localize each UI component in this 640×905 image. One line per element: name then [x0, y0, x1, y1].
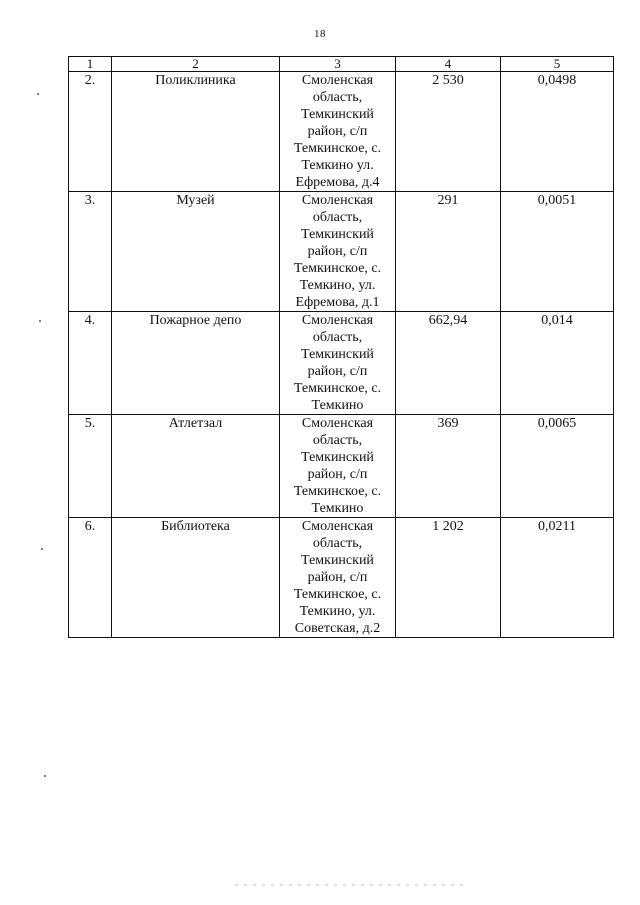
address-line: Темкинское, с. — [293, 587, 382, 602]
row-number: 5. — [69, 415, 112, 518]
column-header-5: 5 — [501, 57, 614, 72]
address-line: Темкинское, с. — [293, 484, 382, 499]
address-line: Смоленская — [301, 519, 374, 534]
table-row — [69, 312, 614, 415]
address-line: Советская, д.2 — [294, 621, 381, 636]
address-line: район, с/п — [307, 244, 368, 259]
facility-name: Поликлиника — [112, 72, 280, 192]
address-line: Темкинское, с. — [293, 381, 382, 396]
facility-name: Музей — [112, 192, 280, 312]
address-line: Темкино — [311, 501, 364, 516]
address-line: Ефремова, д.4 — [295, 175, 380, 190]
address-line: район, с/п — [307, 570, 368, 585]
address-line: Темкино — [311, 398, 364, 413]
address-line: Темкино, ул. — [299, 604, 376, 619]
facility-name: Библиотека — [112, 518, 280, 638]
scan-noise — [235, 884, 465, 886]
facility-value: 0,0065 — [501, 415, 614, 518]
column-header-3: 3 — [280, 57, 396, 72]
address-line: Смоленская — [301, 73, 374, 88]
facility-area: 369 — [396, 415, 501, 518]
scan-speck — [41, 548, 43, 550]
table-row — [69, 72, 614, 192]
table-row — [69, 192, 614, 312]
page-number: 18 — [314, 28, 326, 40]
address-line: Темкинский — [301, 107, 374, 122]
scan-speck — [44, 775, 46, 777]
address-line: область, — [312, 536, 363, 551]
address-line: Смоленская — [301, 416, 374, 431]
facility-address — [280, 415, 396, 518]
facility-address — [280, 518, 396, 638]
facility-area: 291 — [396, 192, 501, 312]
row-number: 4. — [69, 312, 112, 415]
facility-value: 0,0051 — [501, 192, 614, 312]
column-header-1: 1 — [69, 57, 112, 72]
address-line: Темкинское, с. — [293, 141, 382, 156]
column-header-4: 4 — [396, 57, 501, 72]
address-line: область, — [312, 210, 363, 225]
facility-value: 0,0211 — [501, 518, 614, 638]
facility-address — [280, 312, 396, 415]
address-line: Ефремова, д.1 — [295, 295, 380, 310]
facility-value: 0,0498 — [501, 72, 614, 192]
address-line: Темкино, ул. — [299, 278, 376, 293]
address-line: область, — [312, 433, 363, 448]
address-line: район, с/п — [307, 467, 368, 482]
scan-speck — [39, 320, 41, 322]
facility-address — [280, 72, 396, 192]
address-line: область, — [312, 330, 363, 345]
address-line: район, с/п — [307, 364, 368, 379]
table-body — [69, 72, 614, 638]
address-line: Темкинский — [301, 450, 374, 465]
facility-area: 662,94 — [396, 312, 501, 415]
address-line: Смоленская — [301, 193, 374, 208]
address-line: Смоленская — [301, 313, 374, 328]
facility-name: Пожарное депо — [112, 312, 280, 415]
address-line: район, с/п — [307, 124, 368, 139]
address-line: Темкинский — [301, 227, 374, 242]
table-header — [69, 57, 614, 72]
address-line: Темкинский — [301, 347, 374, 362]
row-number: 6. — [69, 518, 112, 638]
facility-address — [280, 192, 396, 312]
facility-area: 1 202 — [396, 518, 501, 638]
table-row — [69, 415, 614, 518]
address-line: Темкино ул. — [301, 158, 374, 173]
scan-speck — [37, 93, 39, 95]
row-number: 2. — [69, 72, 112, 192]
row-number: 3. — [69, 192, 112, 312]
facilities-table — [68, 56, 614, 638]
column-header-2: 2 — [112, 57, 280, 72]
table-header-row — [69, 57, 614, 72]
address-line: Темкинский — [301, 553, 374, 568]
address-line: область, — [312, 90, 363, 105]
facility-value: 0,014 — [501, 312, 614, 415]
facility-name: Атлетзал — [112, 415, 280, 518]
facility-area: 2 530 — [396, 72, 501, 192]
address-line: Темкинское, с. — [293, 261, 382, 276]
table-row — [69, 518, 614, 638]
